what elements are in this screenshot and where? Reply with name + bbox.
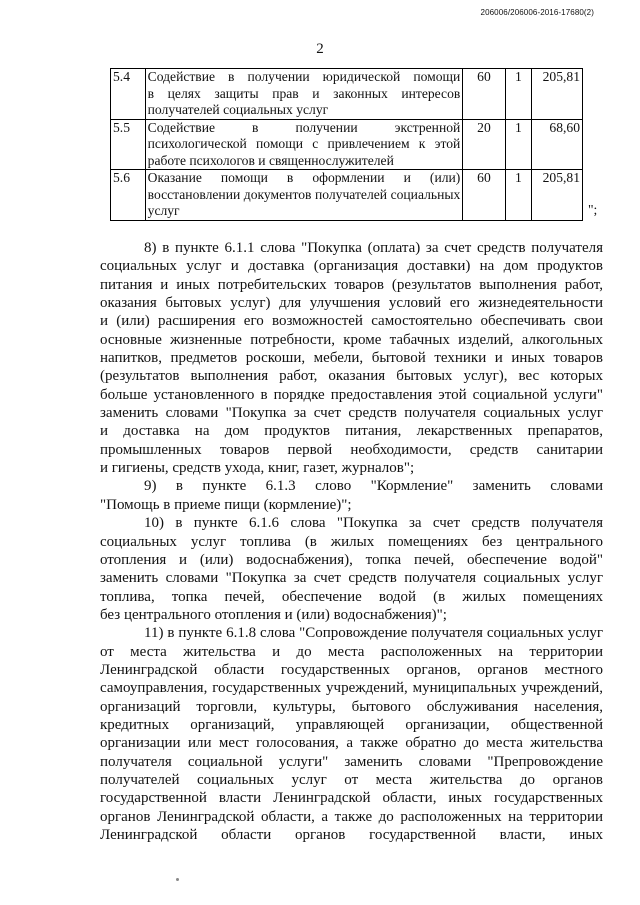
body-line: и доставка на дом продуктов питания, лекарственных препаратов,: [100, 423, 603, 440]
row-quantity: 1: [505, 119, 532, 170]
body-line: 9) в пункте 6.1.3 слово "Кормление" заменить словами: [144, 478, 603, 495]
body-line: кредитных организаций, управляющей организации, общественной: [100, 716, 603, 733]
body-line: получателей социальных услуг от места жительства до органов: [100, 771, 603, 788]
body-line: заменить словами "Покупка за счет средств получателя социальных услуг: [100, 570, 603, 587]
row-cost: 205,81: [532, 170, 583, 221]
description-line: Содействие в получении юридической помощи: [147, 69, 461, 84]
body-line: Ленинградской области органов государственной власти, иных: [100, 827, 603, 843]
description-line: Оказание помощи в оформлении и (или): [147, 170, 461, 185]
body-line: социальных услуг и доставка (организация доставки) на дом продуктов: [100, 258, 603, 275]
body-line: и гигиены, средств ухода, книг, газет, журналов";: [100, 460, 415, 477]
body-line: без центрального отопления и (или) водоснабжения)";: [100, 606, 447, 623]
row-cost: 68,60: [532, 119, 583, 170]
description-line: услуг: [147, 203, 180, 218]
body-line: "Помощь в приеме пищи (кормление)";: [100, 496, 352, 513]
description-line: работе психологов и священнослужителей: [147, 152, 394, 168]
row-cost: 205,81: [532, 69, 583, 120]
body-line: социальных услуг топлива (в жилых помещениях без центрального: [100, 533, 603, 550]
row-number: 5.5: [111, 119, 146, 170]
body-line: напитков, предметов роскоши, мебели, бытовой техники и иных товаров: [100, 350, 603, 367]
body-line: отопления и (или) водоснабжения), топка печей, обеспечение водой": [100, 551, 603, 568]
row-number: 5.4: [111, 69, 146, 120]
description-line: получателей социальных услуг: [147, 102, 329, 117]
body-line: оказания бытовых услуг) для улучшения условий его жизнедеятельности: [100, 295, 603, 312]
table-row: [111, 170, 583, 221]
description-line: восстановлении документов получателей социальных: [147, 186, 461, 202]
body-line: 8) в пункте 6.1.1 слова "Покупка (оплата) за счет средств получателя: [144, 240, 603, 256]
body-line: (результатов выполнения работ, оказания бытовых услуг), вес которых: [100, 368, 603, 385]
description-line: Содействие в получении экстренной: [147, 119, 461, 135]
row-hours: 60: [463, 170, 505, 221]
services-table: [110, 68, 583, 221]
table-row: [111, 119, 583, 170]
row-quantity: 1: [505, 69, 532, 120]
row-hours: 20: [463, 119, 505, 170]
body-line: топлива, топка печей, обеспечение водой (в жилых помещениях: [100, 588, 603, 605]
body-line: 11) в пункте 6.1.8 слова "Сопровождение получателя социальных услуг: [144, 625, 603, 642]
body-line: основные жизненные потребности, кроме табачных изделий, алкогольных: [100, 331, 603, 348]
description-line: психологической помощи с привлечением к этой: [147, 136, 461, 151]
body-line: больше установленного в порядке предоставления этой социальной услуги": [100, 386, 603, 403]
body-line: самоуправления, государственных учреждений, муниципальных учреждений,: [100, 680, 603, 697]
row-description: [145, 170, 463, 221]
body-line: и (или) расширения его возможностей самостоятельно обеспечивать свои: [100, 313, 603, 330]
row-number: 5.6: [111, 170, 146, 221]
table-closing-quote: ";: [588, 202, 598, 217]
document-body: [100, 239, 603, 844]
body-line: питания и иных потребительских товаров (результатов выполнения работ,: [100, 276, 603, 293]
page-number: 2: [316, 41, 324, 57]
body-line: Ленинградской области государственных органов, органов местного: [100, 661, 603, 678]
row-description: [145, 119, 463, 170]
body-line: органов Ленинградской области, а также до расположенных на территории: [100, 808, 603, 825]
scan-dot: [176, 878, 179, 881]
body-line: от места жительства и до места расположенных на территории: [100, 643, 603, 660]
row-hours: 60: [463, 69, 505, 120]
body-line: промышленных товаров первой необходимости, средств санитарии: [100, 441, 603, 458]
body-line: государственной власти Ленинградской области, иных государственных: [100, 790, 603, 807]
description-line: в целях защиты прав и законных интересов: [147, 85, 461, 101]
body-line: заменить словами "Покупка за счет средств получателя социальных услуг: [100, 405, 603, 422]
body-line: организаций торговли, культуры, бытового обслуживания населения,: [100, 698, 603, 715]
row-description: [145, 69, 463, 120]
table-row: [111, 69, 583, 120]
row-quantity: 1: [505, 170, 532, 221]
body-line: организации или мест голосования, а также обратно до места жительства: [100, 735, 603, 752]
body-line: 10) в пункте 6.1.6 слова "Покупка за счет средств получателя: [144, 515, 603, 532]
body-line: получателя социальной услуги" заменить словами "Препровождение: [100, 753, 603, 770]
document-id: 206006/206006-2016-17680(2): [480, 8, 594, 17]
